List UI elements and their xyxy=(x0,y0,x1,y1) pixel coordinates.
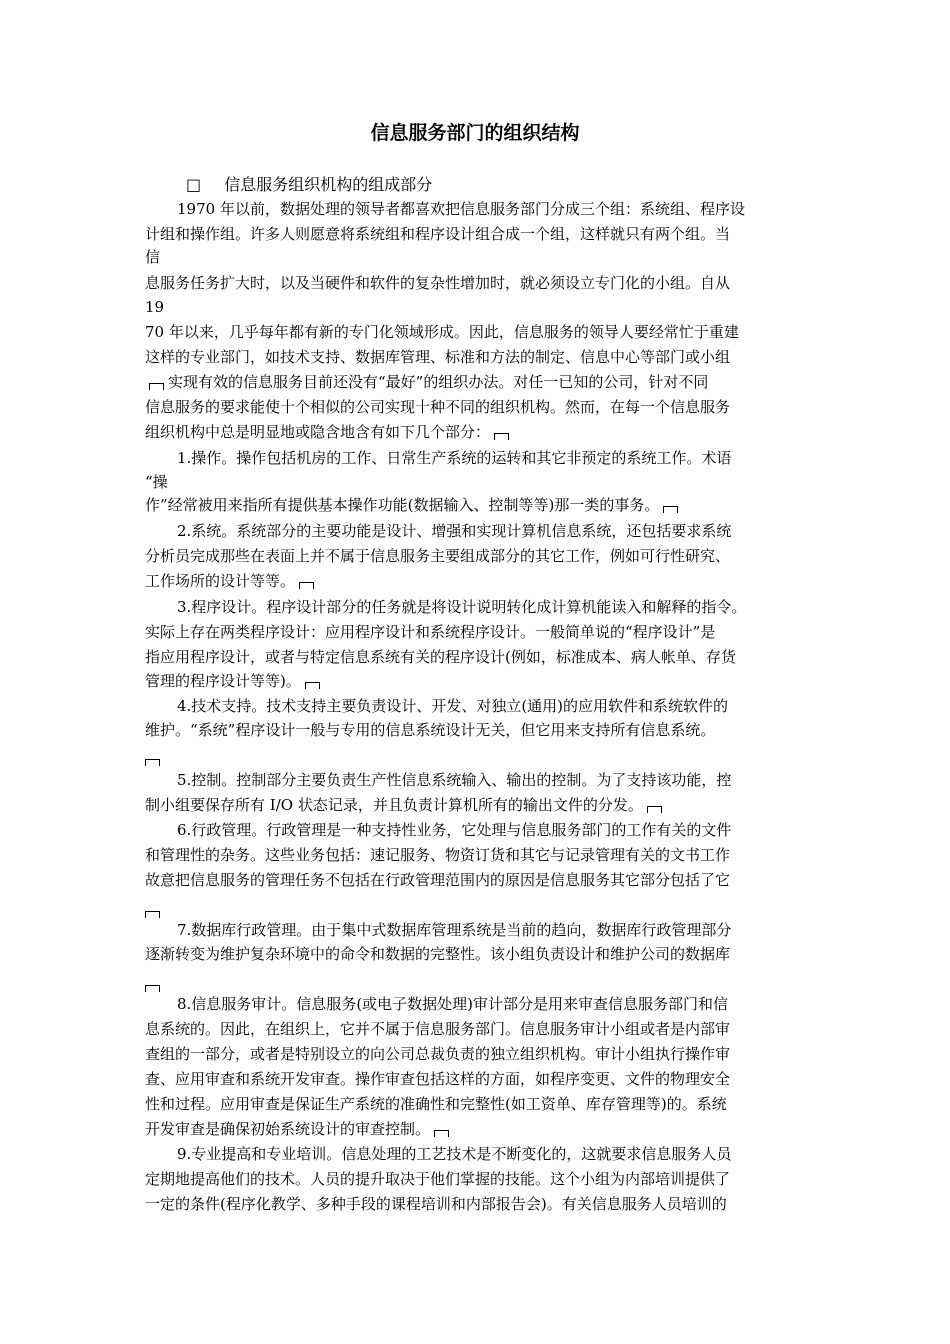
text-line: 查组的一部分，或者是特别设立的向公司总裁负责的独立组织机构。审计小组执行操作审 xyxy=(145,1045,731,1063)
text-line: 故意把信息服务的管理任务不包括在行政管理范围内的原因是信息服务其它部分包括了它 xyxy=(145,871,731,889)
text-line: 实际上存在两类程序设计：应用程序设计和系统程序设计。一般简单说的“程序设计”是 xyxy=(145,623,716,641)
text-line: 查、应用审查和系统开发审查。操作审查包括这样的方面，如程序变更、文件的物理安全 xyxy=(145,1070,731,1088)
text-line: 分析员完成那些在表面上并不属于信息服务主要组成部分的其它工作，例如可行性研究、 xyxy=(145,547,731,565)
paragraph-mark-icon xyxy=(149,383,164,390)
text-line: 5.控制。控制部分主要负责生产性信息系统输入、输出的控制。为了支持该功能，控 xyxy=(177,771,732,789)
paragraph-mark-icon xyxy=(299,582,314,589)
checkbox-icon: □ xyxy=(186,175,202,194)
text-line: 维护。“系统”程序设计一般与专用的信息系统设计无关，但它用来支持所有信息系统。 xyxy=(145,721,716,739)
page-title: 信息服务部门的组织结构 xyxy=(370,122,580,144)
text-line: 一定的条件(程序化教学、多种手段的课程培训和内部报告会)。有关信息服务人员培训的 xyxy=(145,1195,727,1213)
text-line: 组织机构中总是明显地或隐含地含有如下几个部分： xyxy=(145,420,815,446)
section-heading xyxy=(186,172,432,195)
text-line: 开发审查是确保初始系统设计的审查控制。 xyxy=(145,1117,815,1143)
text-line: 8.信息服务审计。信息服务(或电子数据处理)审计部分是用来审查信息服务部门和信 xyxy=(177,995,729,1013)
text-line: 和管理性的杂务。这些业务包括：速记服务、物资订货和其它与记录管理有关的文书工作 xyxy=(145,846,731,864)
text-line: 定期地提高他们的技术。人员的提升取决于他们掌握的技能。这个小组为内部培训提供了 xyxy=(145,1170,731,1188)
text-line: 信 xyxy=(145,248,161,266)
text-line: 管理的程序设计等等)。 xyxy=(145,669,815,695)
text-line: 信息服务的要求能使十个相似的公司实现十种不同的组织机构。然而，在每一个信息服务 xyxy=(145,398,731,416)
text-line: 息服务任务扩大时，以及当硬件和软件的复杂性增加时，就必须设立专门化的小组。自从 xyxy=(145,274,731,292)
text-line: “操 xyxy=(145,473,168,491)
text-line: 1970 年以前，数据处理的领导者都喜欢把信息服务部门分成三个组：系统组、程序设 xyxy=(177,200,745,218)
text-line: 3.程序设计。程序设计部分的任务就是将设计说明转化成计算机能读入和解释的指令。 xyxy=(177,598,747,616)
text-line: 19 xyxy=(145,298,165,316)
text-line: 逐渐转变为维护复杂环境中的命令和数据的完整性。该小组负责设计和维护公司的数据库 xyxy=(145,945,731,963)
text-line: 制小组要保存所有 I/O 状态记录，并且负责计算机所有的输出文件的分发。 xyxy=(145,793,815,819)
text-line: 6.行政管理。行政管理是一种支持性业务，它处理与信息服务部门的工作有关的文件 xyxy=(177,821,732,839)
text-line: 工作场所的设计等等。 xyxy=(145,569,815,595)
text-line: 息系统的。因此，在组织上，它并不属于信息服务部门。信息服务审计小组或者是内部审 xyxy=(145,1020,731,1038)
text-line: 性和过程。应用审查是保证生产系统的准确性和完整性(如工资单、库存管理等)的。系统 xyxy=(145,1095,727,1113)
paragraph-mark-icon xyxy=(494,433,509,440)
paragraph-mark-icon xyxy=(145,985,160,992)
paragraph-mark-icon xyxy=(145,911,160,918)
text-line: 实现有效的信息服务目前还没有“最好”的组织办法。对任一已知的公司，针对不同 xyxy=(145,370,815,396)
text-line: 9.专业提高和专业培训。信息处理的工艺技术是不断变化的，这就要求信息服务人员 xyxy=(177,1145,732,1163)
paragraph-mark-icon xyxy=(647,806,662,813)
section-heading-text: 信息服务组织机构的组成部分 xyxy=(224,175,433,194)
paragraph-mark-icon xyxy=(663,506,678,513)
paragraph-mark-icon xyxy=(145,759,160,766)
text-line: 指应用程序设计，或者与特定信息系统有关的程序设计(例如，标准成本、病人帐单、存货 xyxy=(145,648,736,666)
paragraph-mark-icon xyxy=(305,682,320,689)
paragraph-mark-icon xyxy=(434,1130,449,1137)
text-line: 70 年以来，几乎每年都有新的专门化领域形成。因此，信息服务的领导人要经常忙于重建 xyxy=(145,323,739,341)
text-line: 这样的专业部门，如技术支持、数据库管理、标准和方法的制定、信息中心等部门或小组 xyxy=(145,348,731,366)
text-line: 4.技术支持。技术支持主要负责设计、开发、对独立(通用)的应用软件和系统软件的 xyxy=(177,697,729,715)
text-line: 计组和操作组。许多人则愿意将系统组和程序设计组合成一个组，这样就只有两个组。当 xyxy=(145,225,731,243)
text-line: 2.系统。系统部分的主要功能是设计、增强和实现计算机信息系统，还包括要求系统 xyxy=(177,522,732,540)
text-line: 7.数据库行政管理。由于集中式数据库管理系统是当前的趋向，数据库行政管理部分 xyxy=(177,921,732,939)
text-line: 作”经常被用来指所有提供基本操作功能(数据输入、控制等等)那一类的事务。 xyxy=(145,493,815,519)
text-line: 1.操作。操作包括机房的工作、日常生产系统的运转和其它非预定的系统工作。术语 xyxy=(177,449,732,467)
